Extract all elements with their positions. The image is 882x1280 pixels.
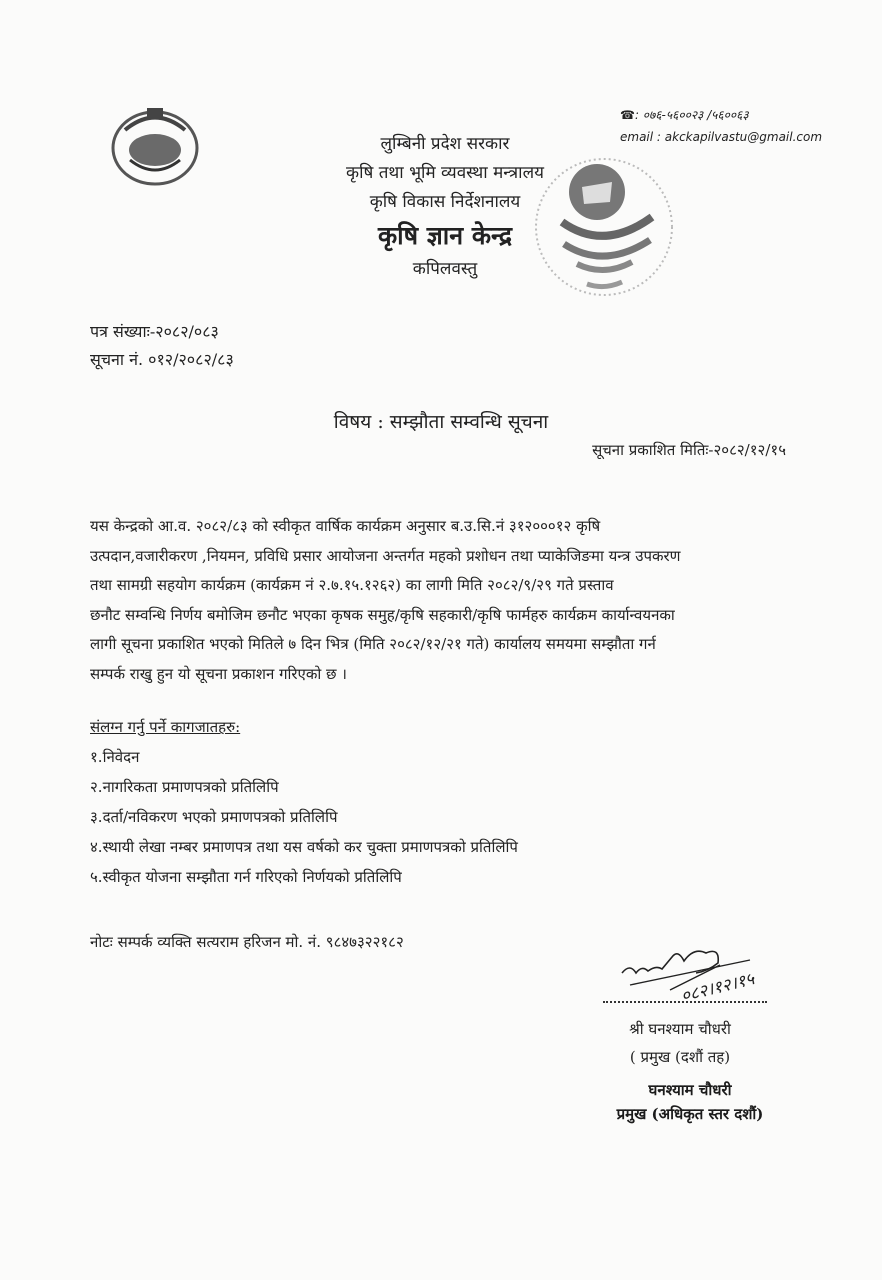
letter-number: पत्र संख्याः-२०८२/०८३ [90,322,219,341]
body-line: सम्पर्क राखु हुन यो सूचना प्रकाशन गरिएको छ । [90,664,347,683]
body-line: तथा सामग्री सहयोग कार्यक्रम (कार्यक्रम नं २.७.१५.१२६२) का लागी मिति २०८२/९/२९ गते प्रस्ताव [90,576,614,594]
contact-info [620,104,822,148]
office-name: कृषि ज्ञान केन्द्र [377,221,513,250]
letterhead [330,130,560,284]
attachment-item: ५.स्वीकृत योजना सम्झौता गर्न गरिएको निर्णयको प्रतिलिपि [90,868,402,886]
phone-icon: ☎ [620,108,635,122]
body-line: लागी सूचना प्रकाशित भएको मितिले ७ दिन भित्र (मिति २०८२/१२/२१ गते) कार्यालय समयमा सम्झौता गर्न [90,635,656,653]
signatory-title: ( प्रमुख (दशौं तह) [629,1048,731,1066]
stamp-title: प्रमुख (अधिकृत स्तर दशौं) [616,1105,764,1123]
attachment-item: ३.दर्ता/नविकरण भएको प्रमाणपत्रको प्रतिलिपि [90,808,338,826]
attachments-heading: संलग्न गर्नु पर्ने कागजातहरु: [90,718,241,736]
letterhead-line-2: कृषि तथा भूमि व्यवस्था मन्त्रालय [346,163,544,183]
signatory-name: श्री घनश्याम चौधरी [629,1020,731,1038]
name-stamp [585,1078,795,1126]
attachment-item: १.निवेदन [90,748,140,766]
phone-number: : ०७६-५६००२३ /५६००६३ [634,108,749,122]
body-line: छनौट सम्वन्धि निर्णय बमोजिम छनौट भएका कृषक समुह/कृषि सहकारी/कृषि फार्महरु कार्यक्रम कार्यान्वयनका [90,605,675,624]
subject-heading: विषय : सम्झौता सम्वन्धि सूचना [333,411,549,433]
signature-date: ०८२।१२।१५ [679,969,757,1007]
contact-note: नोटः सम्पर्क व्यक्ति सत्यराम हरिजन मो. नं. ९८४७३२२१८२ [90,933,404,951]
body-line: यस केन्द्रको आ.व. २०८२/८३ को स्वीकृत वार्षिक कार्यक्रम अनुसार ब.उ.सि.नं ३१२०००१२ कृषि [90,517,601,535]
attachments-list [90,712,518,892]
attachment-item: २.नागरिकता प्रमाणपत्रको प्रतिलिपि [90,778,279,796]
notice-body [90,512,800,689]
stamp-name: घनश्याम चौधरी [648,1081,732,1099]
office-location: कपिलवस्तु [412,259,478,279]
signature-line [603,1001,767,1003]
handwritten-signature [600,945,800,1009]
email-address: email : akckapilvastu@gmail.com [620,130,823,144]
letterhead-line-3: कृषि विकास निर्देशनालय [369,192,521,212]
attachment-item: ४.स्थायी लेखा नम्बर प्रमाणपत्र तथा यस वर्षको कर चुक्ता प्रमाणपत्रको प्रतिलिपि [90,838,518,856]
notice-number: सूचना नं. ०१२/२०८२/८३ [90,350,234,369]
body-line: उत्पदान,वजारीकरण ,नियमन, प्रविधि प्रसार आयोजना अन्तर्गत महको प्रशोधन तथा प्याकेजिङमा यन्त्र उपकरण [90,546,681,565]
office-stamp-seal [532,152,677,306]
published-date: सूचना प्रकाशित मितिः-२०८२/१२/१५ [592,441,786,459]
signatory [600,1015,760,1071]
reference-block [90,318,234,374]
letterhead-line-1: लुम्बिनी प्रदेश सरकार [380,134,510,154]
nepal-emblem-logo [105,100,205,194]
